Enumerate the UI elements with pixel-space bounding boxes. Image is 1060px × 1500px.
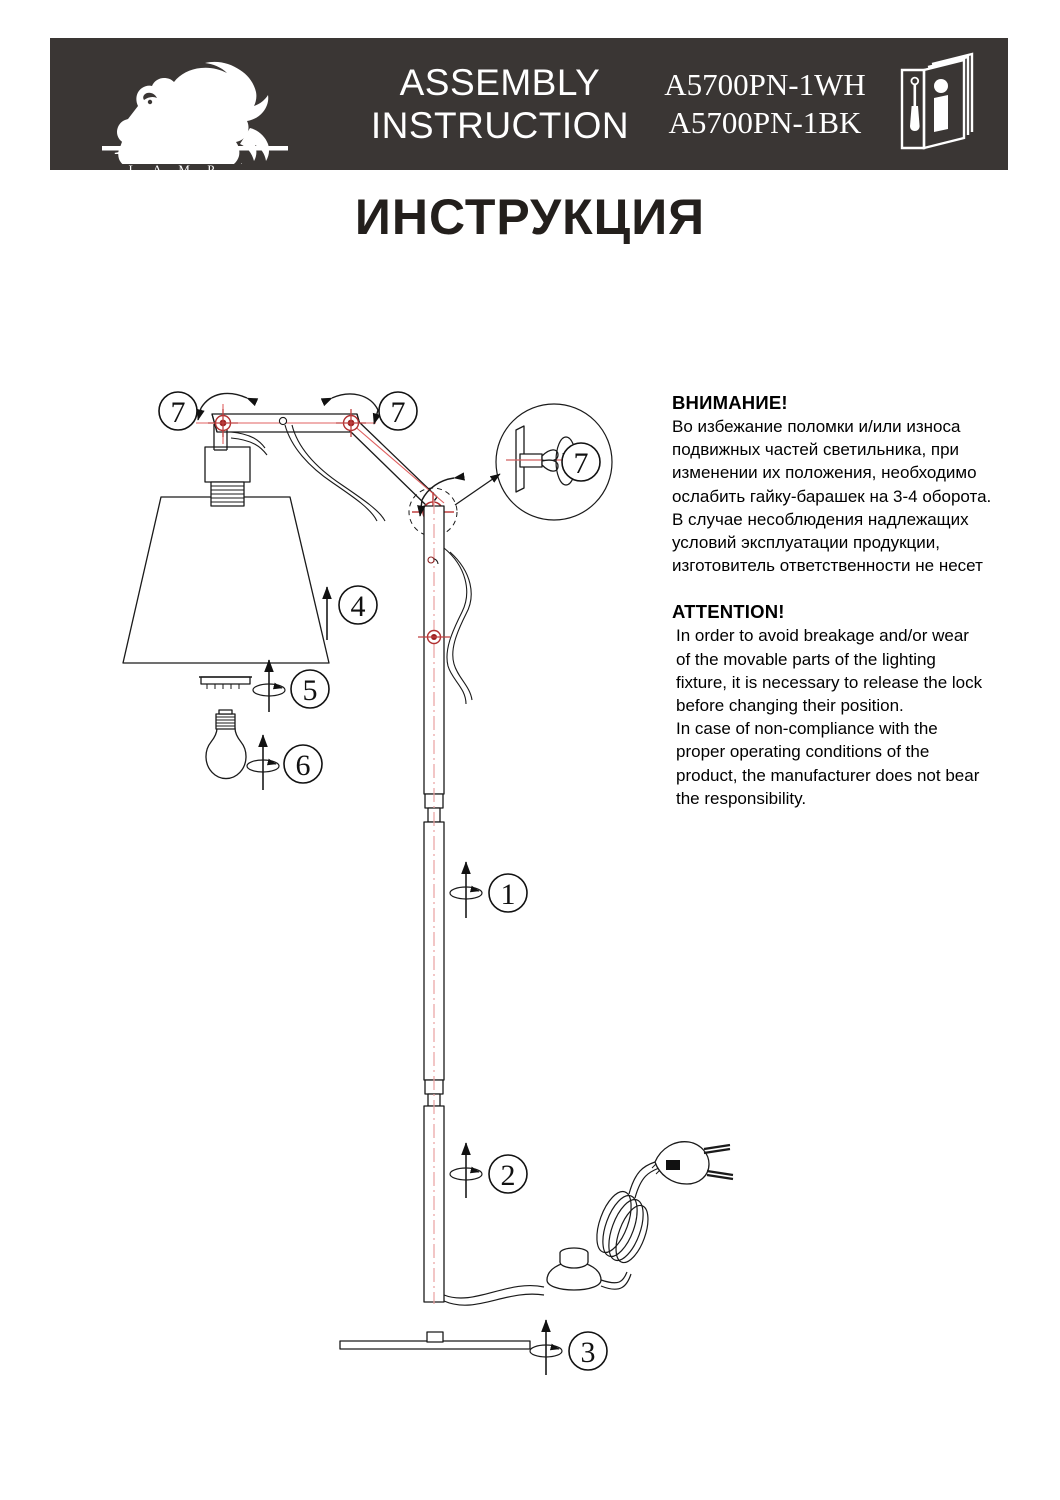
notice-en-line: proper operating conditions of the bbox=[676, 742, 930, 762]
power-plug bbox=[652, 1142, 733, 1184]
notice-en-heading: ATTENTION! bbox=[672, 601, 785, 623]
notice-ru-line: Во избежание поломки и/или износа bbox=[672, 417, 961, 436]
notice-ru-heading: ВНИМАНИЕ! bbox=[672, 392, 788, 413]
callout-badge-5 bbox=[291, 670, 329, 708]
callout-number: 4 bbox=[350, 590, 366, 623]
cord-coil bbox=[590, 1187, 655, 1266]
notice-en-line: product, the manufacturer does not bear bbox=[676, 765, 980, 785]
title-line-instruction: INSTRUCTION bbox=[370, 105, 630, 146]
notice-en-line: the responsibility. bbox=[676, 788, 807, 808]
callout-number: 6 bbox=[295, 749, 311, 782]
title-line-assembly: ASSEMBLY bbox=[399, 62, 601, 103]
callout-number: 7 bbox=[170, 396, 186, 429]
callout-number: 3 bbox=[580, 1336, 596, 1369]
callout-number: 5 bbox=[302, 674, 318, 707]
callout-symbol-6 bbox=[247, 735, 279, 790]
logo-subtext: L A M P bbox=[128, 162, 222, 177]
notice-en-line: of the movable parts of the lighting bbox=[676, 649, 936, 669]
callout-number: 7 bbox=[390, 396, 406, 429]
lamp-shade bbox=[123, 497, 329, 663]
notice-ru-line: ослабить гайку-барашек на 3-4 оборота. bbox=[672, 486, 992, 506]
callout-number: 7 bbox=[573, 447, 589, 480]
shade-ring bbox=[199, 677, 252, 689]
notice-en-line: In order to avoid breakage and/or wear bbox=[676, 626, 969, 646]
product-code-bk: A5700PN-1BK bbox=[668, 105, 862, 140]
detail-leader-line bbox=[455, 474, 500, 505]
callout-symbol-2 bbox=[450, 1143, 482, 1198]
notice-en-line: In case of non-compliance with the bbox=[676, 719, 938, 739]
pole-fastener bbox=[418, 631, 450, 644]
callout-badge-7-right bbox=[379, 392, 417, 430]
callout-badge-4 bbox=[339, 586, 377, 624]
notice-ru-line: изготовитель ответственности не несет bbox=[672, 556, 983, 576]
notice-en-line: before changing their position. bbox=[676, 696, 904, 716]
notice-ru-line: условий эксплуатации продукции, bbox=[672, 533, 940, 553]
page-title: ИНСТРУКЦИЯ bbox=[354, 189, 706, 245]
callout-badge-6 bbox=[284, 745, 322, 783]
callout-number: 1 bbox=[500, 878, 516, 911]
callout-badge-7-detail bbox=[562, 443, 600, 481]
notice-ru-line: В случае несоблюдения надлежащих bbox=[672, 509, 969, 529]
arm-cord-hole bbox=[279, 417, 286, 424]
notice-ru-line: изменении их положения, необходимо bbox=[672, 463, 977, 483]
callout-badge-1 bbox=[489, 874, 527, 912]
pole-cord bbox=[444, 548, 472, 704]
product-code-wh: A5700PN-1WH bbox=[664, 67, 866, 102]
callout-symbol-5 bbox=[253, 660, 285, 712]
notice-en-line: fixture, it is necessary to release the lock bbox=[676, 672, 983, 692]
base-plate bbox=[340, 1332, 530, 1349]
logo-wordmark: ARTE bbox=[114, 113, 236, 164]
callout-badge-7-left bbox=[159, 392, 197, 430]
callout-symbol-1 bbox=[450, 862, 482, 918]
callout-number: 2 bbox=[500, 1159, 516, 1192]
lamp-socket bbox=[205, 447, 250, 506]
notice-ru-line: подвижных частей светильника, при bbox=[672, 440, 960, 460]
callout-badge-3 bbox=[569, 1332, 607, 1370]
callout-symbol-3 bbox=[530, 1320, 562, 1375]
foot-switch bbox=[547, 1248, 601, 1290]
callout-badge-2 bbox=[489, 1155, 527, 1193]
light-bulb bbox=[206, 710, 246, 779]
